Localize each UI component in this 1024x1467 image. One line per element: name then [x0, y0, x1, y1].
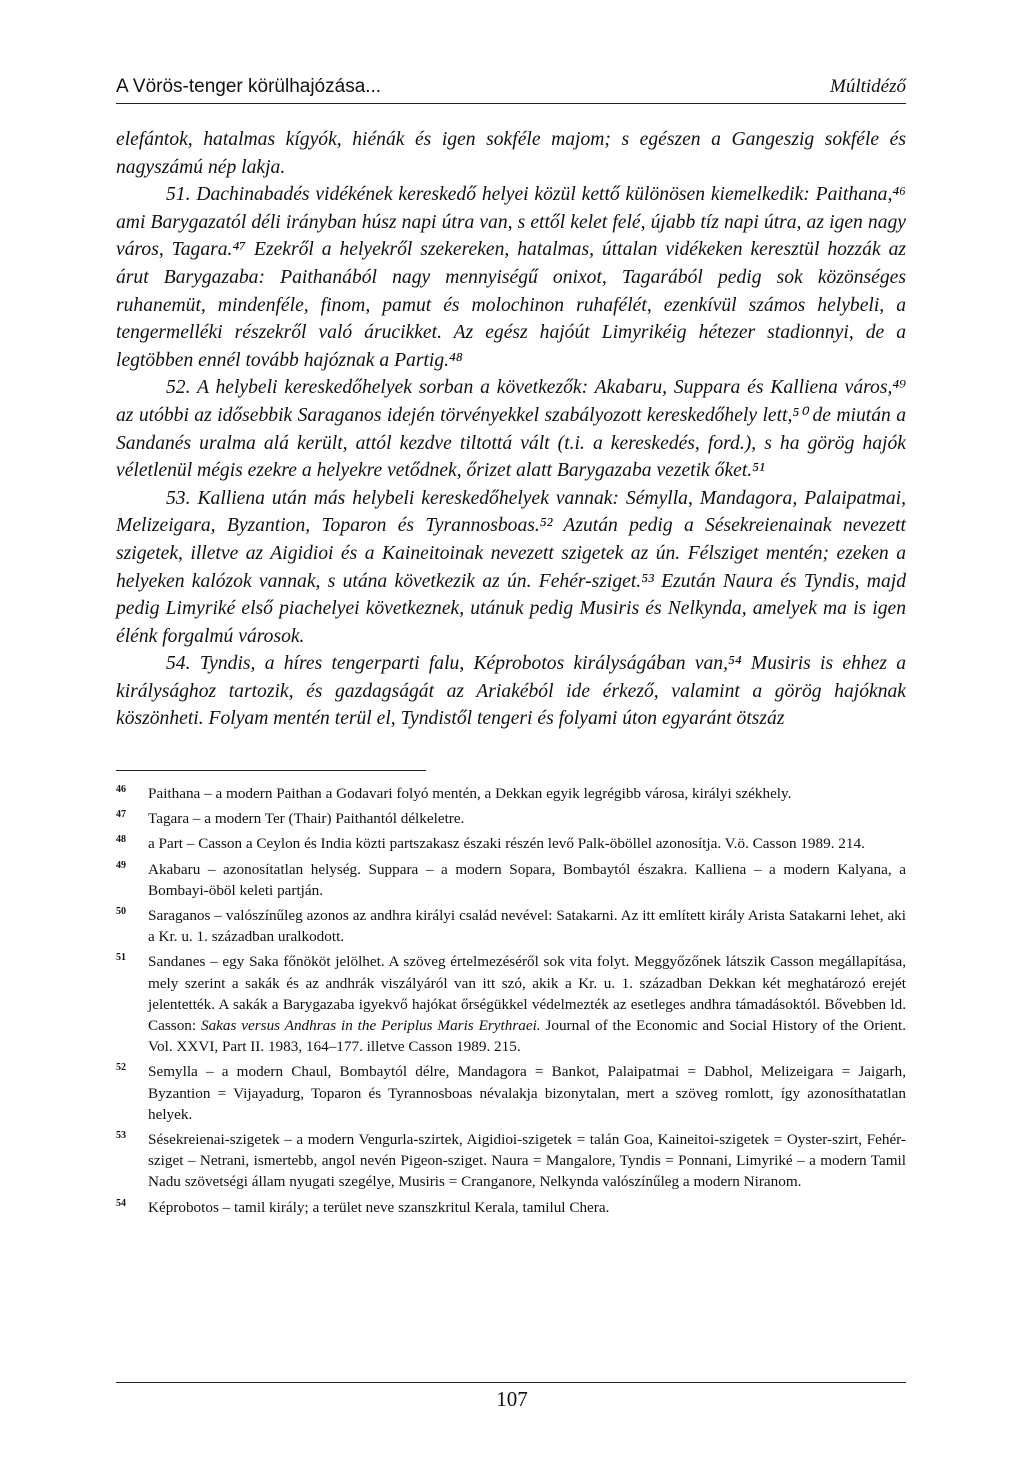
footnote-number: 46 [116, 784, 126, 795]
paragraph-52: 52. A helybeli kereskedőhelyek sorban a következők: Akabaru, Suppara és Kalliena város,⁴⁹ az utóbbi az idősebbik Saraganos idején törvényekkel szabályozott kereskedőhely lett,⁵⁰ de miután a Sandanés uralma alá került, attól kezdve tiltottá vált (t.i. a kereskedés, ford.), s ha görög hajók véletlenül mégis ezekre a helyekre vetődnek, őrizet alatt Barygazaba vezetik őket.⁵¹ [116, 377, 906, 482]
footnote-47 [116, 808, 906, 829]
footnote-text-part: Journal of the Economic and Social History of the Orient. Vol. XXVI, Part II. 1983, 164–177. illetve Casson 1989. 215. [148, 1017, 906, 1056]
footnote-text: Saraganos – valószínűleg azonos az andhra királyi család nevével: Satakarni. Az itt említett király Arista Satakarni lehet, aki a Kr. u. 1. században uralkodott. [148, 907, 906, 946]
footnote-51 [116, 951, 906, 1057]
footnote-text [148, 953, 906, 1055]
footnote-52 [116, 1061, 906, 1125]
footnote-number: 54 [116, 1197, 126, 1209]
paragraph-continued: elefántok, hatalmas kígyók, hiénák és igen sokféle majom; s egészen a Gangeszig sokféle és nagyszámú nép lakja. [116, 129, 906, 178]
footnote-54 [116, 1197, 906, 1218]
footnote-49 [116, 859, 906, 901]
footnote-rule [116, 770, 426, 771]
footnote-text: Képrobotos – tamil király; a terület neve szanszkritul Kerala, tamilul Chera. [148, 1198, 610, 1216]
paragraph-53: 53. Kalliena után más helybeli kereskedőhelyek vannak: Sémylla, Mandagora, Palaipatmai, Melizeigara, Byzantion, Toparon és Tyrannosboas.⁵² Azután pedig a Sésekreienainak nevezett szigetek, illetve az Aigidioi és a Kaineitoinak nevezett szigetek az ún. Félsziget mentén; ezeken a helyeken kalózok vannak, s utána következik az ún. Fehér-sziget.⁵³ Ezután Naura és Tyndis, majd pedig Limyriké első piachelyei következnek, utánuk pedig Musiris és Nelkynda, amelyek ma is igen élénk forgalmú városok. [116, 487, 906, 647]
footnote-text: Sésekreienai-szigetek – a modern Vengurla-szirtek, Aigidioi-szigetek = talán Goa, Kaineitoi-szigetek = Oyster-szirt, Fehér-sziget – Netrani, ismertebb, angol nevén Pigeon-sziget. Naura = Mangalore, Tyndis = Ponnani, Limyriké – a modern Tamil Nadu szövetségi állam nyugati szegélye, Musiris = Cranganore, Nelkynda valószínűleg a modern Niranom. [148, 1131, 906, 1191]
footnotes [116, 783, 906, 1222]
footnote-number: 51 [116, 952, 126, 964]
page-number: 107 [496, 1387, 528, 1411]
paragraph-51: 51. Dachinabadés vidékének kereskedő helyei közül kettő különösen kiemelkedik: Paithana,⁴⁶ ami Barygazatól déli irányban húsz napi útra van, s ettől kelet felé, újabb tíz napi útra, az igen nagy város, Tagara.⁴⁷ Ezekről a helyekről szekereken, hatalmas, úttalan vidékeken keresztül hozzák az árut Barygazaba: Paithanából nagy mennyiségű onixot, Tagarából pedig sok közönséges ruhanemüt, mindenféle, finom, pamut és molochinon ruhafélét, ezenkívül számos helybeli, a tengermelléki részekről való árucikket. Az egész hajóút Limyrikéig hétezer stadionnyi, de a legtöbben ennél tovább hajóznak a Partig.⁴⁸ [116, 184, 906, 371]
footnote-text: Paithana – a modern Paithan a Godavari folyó mentén, a Dekkan egyik legrégibb városa, királyi székhely. [148, 785, 792, 802]
footnote-number: 49 [116, 859, 126, 871]
footnote-text: Akabaru – azonosítatlan helység. Suppara – a modern Sopara, Bombaytól északra. Kalliena – a modern Kalyana, a Bombayi-öböl keleti partján. [148, 860, 906, 899]
footnote-text-part: Sandanes – egy Saka főnököt jelölhet. A szöveg értelmezéséről sok vita folyt. Meggyőzőnek látszik Casson megállapítása, mely szerint a sakák és az andhrák viszályáról van itt szó, akik a Kr. u. 1. században Dekkan két meghatározó erejét jelentették. A sakák a Barygazaba igyekvő hajókat őrségükkel védelmezték az esetleges andhra támadásoktól. Bővebben ld. Casson: [148, 953, 906, 1035]
footnote-46 [116, 783, 906, 804]
header-rule [116, 103, 906, 104]
footnote-cited-title: Sakas versus Andhras in the Periplus Maris Erythraei. [200, 1017, 541, 1035]
footnote-number: 48 [116, 834, 126, 846]
footnote-text: a Part – Casson a Ceylon és India közti partszakasz északi részén levő Palk-öböllel azonosítja. V.ö. Casson 1989. 214. [148, 835, 865, 853]
footnote-48 [116, 833, 906, 854]
footnote-number: 53 [116, 1130, 126, 1142]
paragraph-54: 54. Tyndis, a híres tengerparti falu, Képrobotos királyságában van,⁵⁴ Musiris is ehhez a királysághoz tartozik, és gazdagságát az Ariakéból ide érkező, valamint a görög hajóknak köszönheti. Folyam mentén terül el, Tyndistől tengeri és folyami úton egyaránt ötszáz [116, 653, 906, 730]
footnote-53 [116, 1129, 906, 1193]
footnote-number: 47 [116, 809, 126, 821]
footer-rule [116, 1382, 906, 1383]
running-header [116, 76, 906, 104]
footnote-number: 50 [116, 906, 126, 918]
main-text [116, 126, 906, 733]
header-title: A Vörös-tenger körülhajózása... [116, 76, 382, 97]
footnote-50 [116, 905, 906, 947]
header-series: Múltidéző [830, 76, 906, 97]
footnote-number: 52 [116, 1062, 126, 1074]
footnote-text: Tagara – a modern Ter (Thair) Paithantól délkeletre. [148, 810, 465, 828]
footnote-text: Semylla – a modern Chaul, Bombaytól délre, Mandagora = Bankot, Palaipatmai = Dabhol, Melizeigara = Jaigarh, Byzantion = Vijayadurg, Toparon és Tyrannosboas névalakja bizonytalan, mert a szöveg romlott, így azonosíthatatlan helyek. [148, 1063, 906, 1123]
